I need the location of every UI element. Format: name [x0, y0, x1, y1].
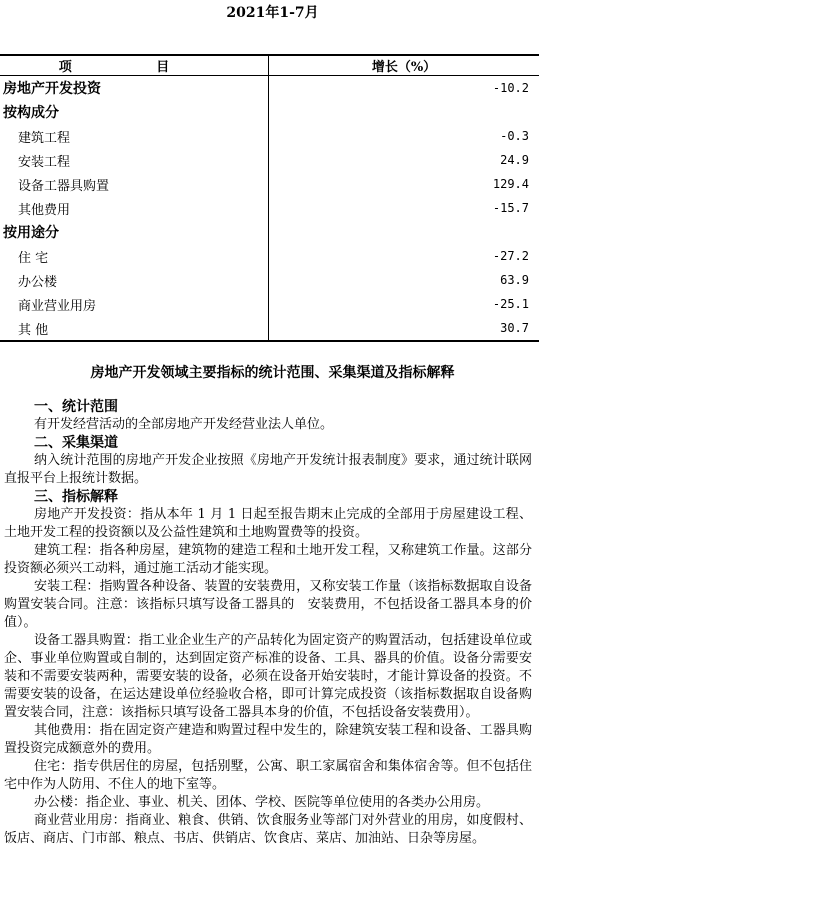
paragraph-channel: 纳入统计范围的房地产开发企业按照《房地产开发统计报表制度》要求，通过统计联网直报平台上报统计数据。 — [4, 453, 532, 486]
table-row — [0, 316, 539, 341]
investment-growth-table — [0, 54, 539, 342]
table-subtitle: 2021年1-7月 — [226, 5, 319, 21]
row-value: 63.9 — [500, 273, 529, 287]
row-value: -15.7 — [492, 201, 529, 215]
row-value: -27.2 — [492, 249, 529, 263]
paragraph-office: 办公楼：指企业、事业、机关、团体、学校、医院等单位使用的各类办公用房。 — [34, 795, 490, 810]
paragraph-equipment: 设备工器具购置：指工业企业生产的产品转化为固定资产的购置活动，包括建设单位或企、事业单位购置或自制的，达到固定资产标准的设备、工具、器具的价值。设备分需要安装和不需要安装两种，需要安装的设备，必须在设备开始安装时，才能计算设备的投资。不需要安装的设备，在运达建设单位经验收合格，即可计算完成投资（该指标数据取自设备购置安装合同，注意：该指标只填写设备工器具本身的价值，不包括设备安装费用）。 — [4, 633, 532, 720]
row-value: 30.7 — [269, 316, 540, 341]
paragraph-commercial: 商业营业用房：指商业、粮食、供销、饮食服务业等部门对外营业的用房，如度假村、饭店、商店、门市部、粮点、书店、供销店、饮食店、菜店、加油站、日杂等房屋。 — [4, 813, 532, 846]
notes-title: 房地产开发领域主要指标的统计范围、采集渠道及指标解释 — [90, 365, 455, 381]
paragraph-residential: 住宅：指专供居住的房屋，包括别墅，公寓、职工家属宿舍和集体宿舍等。但不包括住宅中作为人防用、不住人的地下室等。 — [4, 759, 532, 792]
row-value — [269, 220, 540, 244]
paragraph-other-costs: 其他费用：指在固定资产建造和购置过程中发生的，除建筑安装工程和设备、工器具购置投资完成额意外的费用。 — [4, 723, 532, 756]
row-label: 建筑工程 — [0, 124, 269, 148]
row-label: 设备工器具购置 — [0, 172, 269, 196]
row-label: 商业营业用房 — [0, 292, 269, 316]
row-label: 其 他 — [0, 316, 269, 341]
row-label: 按构成分 — [0, 100, 269, 124]
paragraph-construction: 建筑工程：指各种房屋，建筑物的建造工程和土地开发工程，又称建筑工作量。这部分投资额必须兴工动料，通过施工活动才能实现。 — [4, 543, 532, 576]
table-row — [0, 148, 539, 172]
table-row — [0, 220, 539, 244]
header-growth: 增长（%） — [269, 55, 540, 76]
row-label: 房地产开发投资 — [0, 76, 269, 101]
row-label: 按用途分 — [0, 220, 269, 244]
row-label: 办公楼 — [0, 268, 269, 292]
row-label: 住 宅 — [0, 244, 269, 268]
row-value: -25.1 — [492, 297, 529, 311]
section-heading-definitions: 三、指标解释 — [34, 489, 118, 505]
paragraph-scope: 有开发经营活动的全部房地产开发经营业法人单位。 — [34, 417, 334, 432]
table-row — [0, 244, 539, 268]
section-heading-channel: 二、采集渠道 — [34, 435, 118, 451]
table-body — [0, 76, 539, 342]
table-row — [0, 268, 539, 292]
row-label: 安装工程 — [0, 148, 269, 172]
row-value: 129.4 — [492, 177, 529, 191]
paragraph-installation: 安装工程：指购置各种设备、装置的安装费用，又称安装工作量（该指标数据取自设备购置安装合同。注意：该指标只填写设备工器具的 安装费用，不包括设备工器具本身的价值）。 — [4, 579, 532, 630]
table-header-row — [0, 55, 539, 76]
table-row — [0, 292, 539, 316]
table-row — [0, 76, 539, 101]
table-row — [0, 124, 539, 148]
table-row — [0, 196, 539, 220]
row-label: 其他费用 — [0, 196, 269, 220]
row-value: 24.9 — [500, 153, 529, 167]
header-item: 项 目 — [0, 55, 269, 76]
row-value: -0.3 — [500, 129, 529, 143]
paragraph-investment: 房地产开发投资：指从本年 1 月 1 日起至报告期末止完成的全部用于房屋建设工程、土地开发工程的投资额以及公益性建筑和土地购置费等的投资。 — [4, 507, 532, 540]
row-value: -10.2 — [492, 81, 529, 95]
row-value — [269, 100, 540, 124]
notes-body — [4, 398, 532, 848]
table-row — [0, 100, 539, 124]
table-row — [0, 172, 539, 196]
section-heading-scope: 一、统计范围 — [34, 399, 118, 415]
